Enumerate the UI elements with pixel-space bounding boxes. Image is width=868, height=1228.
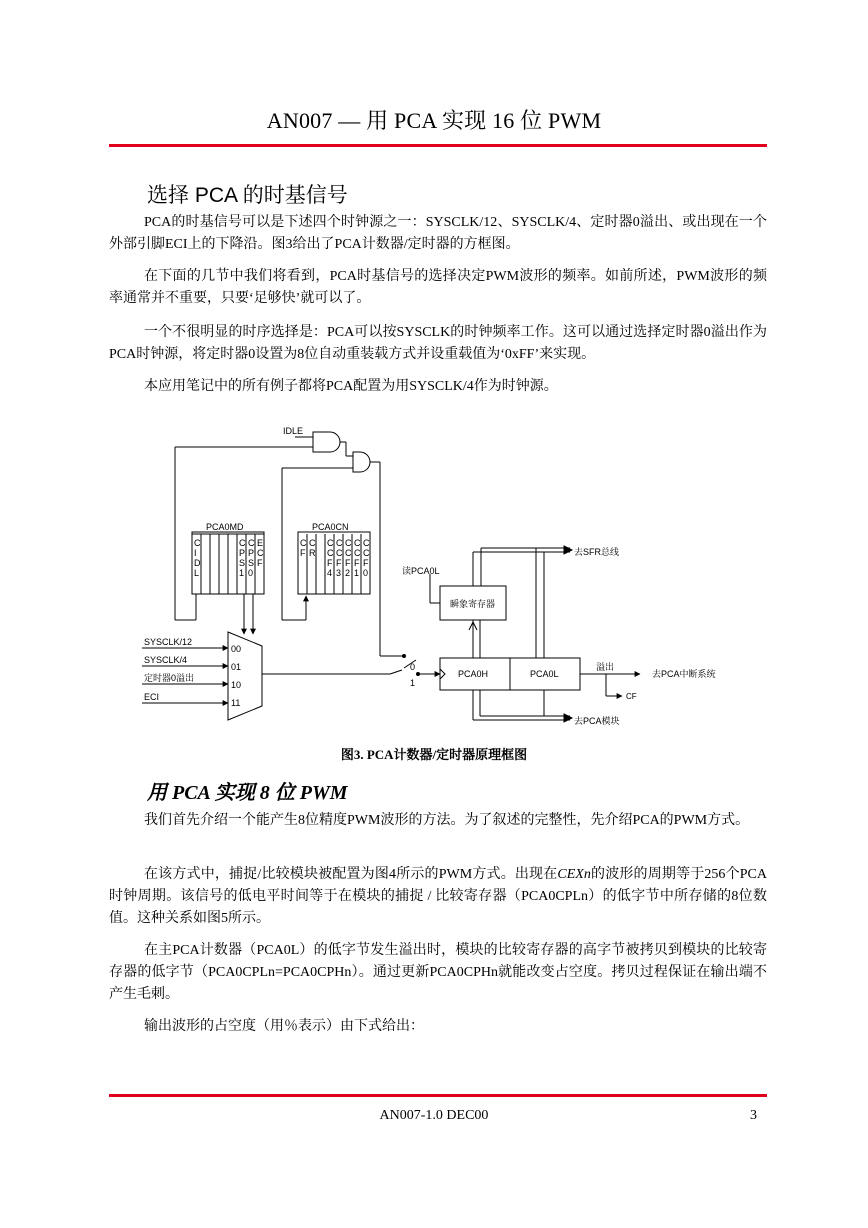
mux-input-eci: ECI [144,692,160,702]
pca0md-bit-letter: C [239,538,246,548]
pca0cn-bit-letter: R [309,548,316,558]
pca0md-bit-letter: 1 [239,568,245,578]
pca0md-bit-letter: P [239,548,246,558]
pca0cn-bit-letter: F [300,548,306,558]
mux-input-sysclk12: SYSCLK/12 [144,637,193,647]
pca0cn-bit-letter: C [363,538,370,548]
pca0l-label: PCA0L [530,669,559,679]
mux-code: 01 [231,662,242,672]
page-title: AN007 — 用 PCA 实现 16 位 PWM [266,108,602,133]
pca0cn-bit-letter: C [336,548,343,558]
pca0md-bit-letter: E [257,538,264,548]
mux-input-sysclk4: SYSCLK/4 [144,655,188,665]
paragraph-text: 的波形的周期等于256个PCA时钟周期。该信号的低电平时间等于在模块的捕捉 / 比较寄存器（PCA0CPLn）的低字节中所存储的8位数值。这种关系如图5所示。 [109,867,767,926]
pca0md-bit-letter: C [194,538,201,548]
pca0md-bit-letter: S [239,558,246,568]
paragraph: 在下面的几节中我们将看到，PCA时基信号的选择决定PWM波形的频率。如前所述，PWM波形的频率通常并不重要，只要‘足够快’就可以了。 [109,269,767,306]
section-heading: 选择 PCA 的时基信号 [147,184,348,207]
mux-code: 00 [231,644,242,654]
pca0cn-bit-letter: F [363,558,369,568]
pca-block-diagram [140,424,740,740]
mux-code: 10 [231,680,242,690]
pca0cn-bit-letter: C [300,538,307,548]
pca0md-bit-letter: P [248,548,255,558]
snapshot-register: 瞬象寄存器 [450,599,496,609]
pca0cn-bit-letter: F [345,558,351,568]
pca0cn-bit-letter: 2 [345,568,351,578]
footer-doc-id: AN007-1.0 DEC00 [379,1108,489,1123]
header-rule [109,144,767,147]
cf-label: CF [626,692,637,701]
and-gate [313,432,340,452]
pca0md-title: PCA0MD [206,522,244,532]
pca0cn-bit-letter: F [336,558,342,568]
pca0md-bit-letter: I [194,548,197,558]
paragraph: 一个不很明显的时序选择是：PCA可以按SYSCLK的时钟频率工作。这可以通过选择定时器0溢出作为PCA时钟源，将定时器0设置为8位自动重装载方式并设重载值为‘0xFF’来实现。 [109,325,767,362]
pca0cn-bit-letter: 0 [363,568,369,578]
pca0cn-title: PCA0CN [312,522,349,532]
section-heading: 用 PCA 实现 8 位 PWM [147,782,348,804]
pca0cn-bit-letter: C [363,548,370,558]
pca0cn-bit-letter: C [327,538,334,548]
overflow-label: 溢出 [596,662,615,672]
pca0cn-bit-letter: 3 [336,568,342,578]
paragraph: 我们首先介绍一个能产生8位精度PWM波形的方法。为了叙述的完整性，先介绍PCA的PWM方式。 [144,813,750,828]
pca0cn-bit-letter: C [327,548,334,558]
paragraph [109,864,767,930]
to-modules-label: 去PCA模块 [574,716,620,726]
read-label: 读PCA0L [402,566,440,576]
paragraph: 在主PCA计数器（PCA0L）的低字节发生溢出时，模块的比较寄存器的高字节被拷贝到模块的比较寄存器的低字节（PCA0CPLn=PCA0CPHn）。通过更新PCA0CPHn就能改变占空度。拷贝过程保证在输出端不产生毛刺。 [109,943,767,1002]
pca0cn-bit-letter: F [354,558,360,568]
paragraph: 本应用笔记中的所有例子都将PCA配置为用SYSCLK/4作为时钟源。 [144,379,558,394]
paragraph-text: 在该方式中，捕捉/比较模块被配置为图4所示的PWM方式。出现在 [144,867,558,882]
page-number: 3 [750,1108,757,1123]
paragraph: 输出波形的占空度（用％表示）由下式给出： [144,1019,424,1034]
and-gate [353,452,370,472]
pca0md-bit-letter: L [194,568,200,578]
pca0md-bit-letter: S [248,558,255,568]
pca0cn-bit-letter: C [354,538,361,548]
signal-name: CEXn [557,867,591,882]
pca0cn-bit-letter: C [345,538,352,548]
footer-rule [109,1094,767,1097]
pca0md-bit-letter: 0 [248,568,254,578]
idle-label: IDLE [283,426,304,436]
pca0cn-bit-letter: C [354,548,361,558]
pca0cn-bit-letter: 4 [327,568,333,578]
figure-caption: 图3. PCA计数器/定时器原理框图 [340,747,528,762]
switch-label-1: 1 [410,678,416,688]
mux-code: 11 [231,698,241,708]
to-interrupt-label: 去PCA中断系统 [652,669,716,679]
pca0md-bit-letter: C [248,538,255,548]
mux-input-timer0: 定时器0溢出 [144,673,195,683]
pca0cn-bit-letter: C [309,538,316,548]
switch-label-0: 0 [410,662,416,672]
paragraph: PCA的时基信号可以是下述四个时钟源之一：SYSCLK/12、SYSCLK/4、定时器0溢出、或出现在一个外部引脚ECI上的下降沿。图3给出了PCA计数器/定时器的方框图。 [109,215,767,252]
pca0md-bit-letter: F [257,558,263,568]
pca0md-bit-letter: C [257,548,264,558]
pca0cn-bit-letter: 1 [354,568,360,578]
pca0cn-bit-letter: F [327,558,333,568]
pca0md-bit-letter: D [194,558,201,568]
pca0cn-bit-letter: C [336,538,343,548]
pca0h-label: PCA0H [458,669,489,679]
pca0cn-bit-letter: C [345,548,352,558]
to-sfr-label: 去SFR总线 [574,547,620,557]
